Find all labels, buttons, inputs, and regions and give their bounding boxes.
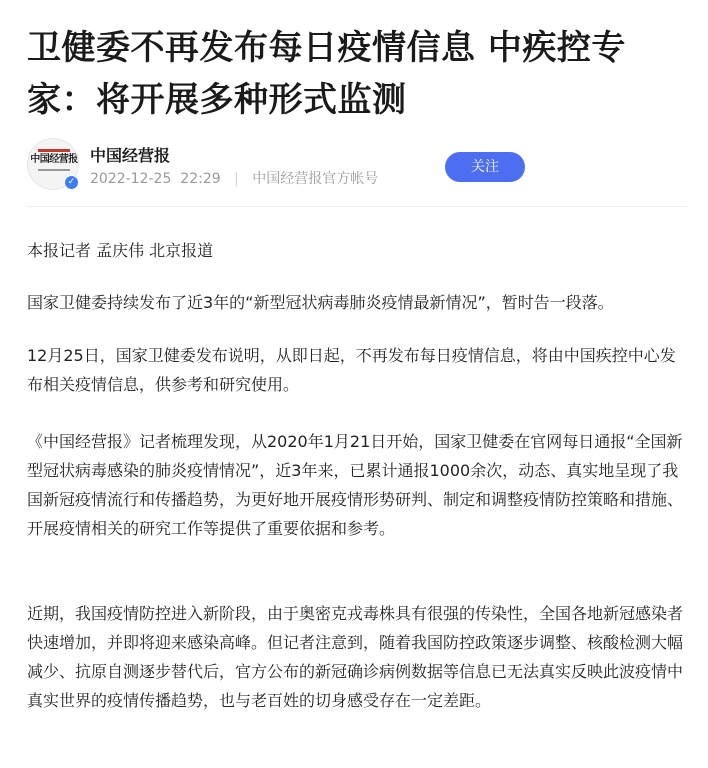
article-title: 卫健委不再发布每日疫情信息 中疾控专家：将开展多种形式监测 xyxy=(27,28,626,120)
publish-meta xyxy=(90,169,378,189)
account-type: 中国经营报官方帐号 xyxy=(252,171,379,187)
publish-time: 22:29 xyxy=(180,171,221,187)
byline-paragraph: 本报记者 孟庆伟 北京报道 xyxy=(27,241,214,260)
publish-date: 2022-12-25 xyxy=(90,171,172,187)
verified-badge-icon: ✓ xyxy=(64,175,79,190)
body-paragraph: 《中国经营报》记者梳理发现，从2020年1月21日开始，国家卫健委在官网每日通报“全国新型冠状病毒感染的肺炎疫情情况”，近3年来，已累计通报1000余次，动态、真实地呈现了我国新冠疫情流行和传播趋势，为更好地开展疫情形势研判、制定和调整疫情防控策略和措施、开展疫情相关的研究工作等提供了重要依据和参考。 xyxy=(27,432,684,538)
meta-separator: | xyxy=(234,171,239,187)
logo-text: 中国经营报 xyxy=(30,154,78,165)
logo-stripe xyxy=(38,149,70,152)
header-divider xyxy=(27,206,687,207)
body-paragraph: 国家卫健委持续发布了近3年的“新型冠状病毒肺炎疫情最新情况”，暂时告一段落。 xyxy=(27,293,614,312)
account-name[interactable]: 中国经营报 xyxy=(90,146,171,165)
author-bar xyxy=(27,138,687,208)
body-paragraph: 12月25日，国家卫健委发布说明，从即日起，不再发布每日疫情信息，将由中国疾控中心发布相关疫情信息，供参考和研究使用。 xyxy=(27,346,676,394)
follow-button[interactable]: 关注 xyxy=(445,152,525,182)
logo-underline xyxy=(38,169,70,171)
body-paragraph: 近期，我国疫情防控进入新阶段，由于奥密克戎毒株具有很强的传染性，全国各地新冠感染者快速增加，并即将迎来感染高峰。但记者注意到，随着我国防控政策逐步调整、核酸检测大幅减少、抗原自测逐步替代后，官方公布的新冠确诊病例数据等信息已无法真实反映此波疫情中真实世界的疫情传播趋势，也与老百姓的切身感受存在一定差距。 xyxy=(27,604,684,710)
